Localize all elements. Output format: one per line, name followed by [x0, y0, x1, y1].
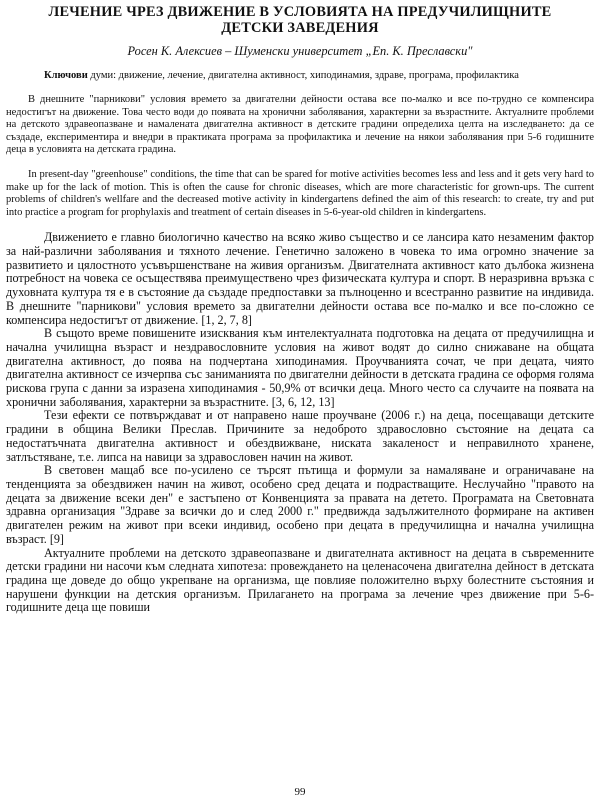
- author-line: Росен К. Алексиев – Шуменски университет „Еп. К. Преславски": [127, 44, 473, 58]
- keywords: [6, 69, 594, 82]
- body-paragraph: Движението е главно биологично качество на всяко живо същество и се лансира като незаменим фактор за най-различни заболявания и тяхното лечение. Генетично заложено в човека то има огромно значение за развитието и цялостното усъвършенстване на живия организъм. Двигателната активност като дълбока жизнена потребност на човека се осъществява преимуществено чрез физическата култура и спорт. В неразривна връзка с духовната култура тя е в състояние да създаде предпоставки за пълноценно и всестранно развитие на индивида. В днешните "парникови" условия времето за двигателни дейности остава все по-малко и все по-сложно се компенсира недостигът от движение. [1, 2, 7, 8]: [6, 230, 594, 327]
- keywords-label: Ключови: [44, 70, 88, 81]
- page-number: 99: [294, 786, 306, 798]
- abstract-bulgarian: В днешните "парникови" условия времето за двигателни дейности остава все по-малко и все по-трудно се компенсира недостигът на движение. Това често води до появата на хронични заболявания, характерни за възрастните. Актуалните проблеми на детското здравеопазване и намалената двигателна активност в детските градини определиха целта на изследването: да се създаде, експериментира и внедри в практиката програма за профилактика и лечение на някои заболявания при 5-6 годишните деца в условията на детската градина.: [6, 94, 594, 156]
- abstract-english: In present-day "greenhouse" conditions, the time that can be spared for motive activities becomes less and less and it gets very hard to make up for the lack of motion. This is often the cause for chronic diseases, which are more characteristic for grown-ups. The current problems of children's wellfare and the decreased motive activity in kindergartens defined the aim of this research: to create, try and put into practice a program for prophylaxis and treatment of certain diseases in 5-6-year-old children in kindergartens.: [6, 168, 594, 218]
- keywords-text: думи: движение, лечение, двигателна активност, хиподинамия, здраве, програма, профилактика: [87, 70, 519, 81]
- article-title: ЛЕЧЕНИЕ ЧРЕЗ ДВИЖЕНИЕ В УСЛОВИЯТА НА ПРЕДУЧИЛИЩНИТЕ ДЕТСКИ ЗАВЕДЕНИЯ: [48, 4, 552, 36]
- body-paragraph: Тези ефекти се потвърждават и от направено наше проучване (2006 г.) на деца, посещаващи детските градини в община Велики Преслав. Причините за недоброто здравословно състояние на децата са недостатъчната двигателна активност и обездвижване, ниската закаленост и неправилното хранене, затлъстяване, т.е. липса на навици за здравословен начин на живот.: [6, 408, 594, 464]
- body-paragraph: В същото време повишените изисквания към интелектуалната подготовка на децата от предучилищна и начална училищна възраст и нездравословните условия на живот водят до силно снижаване на общата двигателна активност, до поява на подчертана хиподинамия. Проучванията сочат, че при децата, чиято двигателна активност се изчерпва със заниманията по двигателни дейности в детската градина се оформя голяма рискова група с данни за изразена хиподинамия - 50,9% от всички деца. Много често са случаите на появата на хронични заболявания, характерни за възрастните. [3, 6, 12, 13]: [6, 326, 594, 409]
- body-paragraph: В световен мащаб все по-усилено се търсят пътища и формули за намаляване и ограничаване на тенденцията за обездвижен начин на живот, особено сред децата и подрастващите. Неслучайно "правото на децата за движение всеки ден" е застъпено от Конвенцията за правата на детето. Програмата на Световната здравна организация "Здраве за всички до и след 2000 г." предвижда задължителното формиране на активен двигателен режим на живот при всеки индивид, особено при децата в предучилищна и начална училищна възраст. [9]: [6, 463, 594, 546]
- body-paragraph: Актуалните проблеми на детското здравеопазване и двигателната активност на децата в съвременните детски градини ни насочи към следната хипотеза: провеждането на целенасочена двигателна дейност в детската градина ще доведе до общо укрепване на организма, ще повлияе положително върху болестните състояния и нарушени функции на детския организъм. Прилагането на програма за лечение чрез движение при 5-6-годишните деца ще повиши: [6, 545, 594, 615]
